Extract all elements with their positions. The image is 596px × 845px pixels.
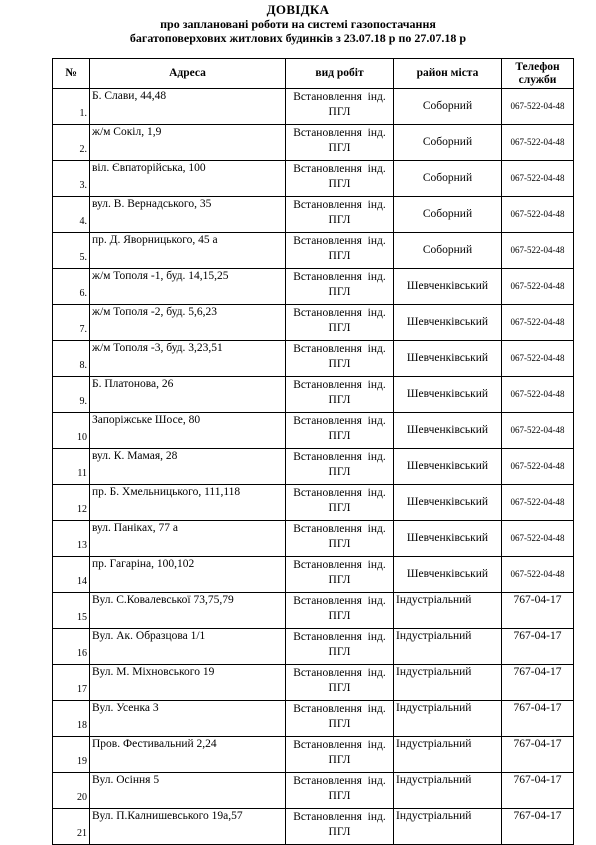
row-work-type: Встановлення інд. ПГЛ: [286, 557, 394, 593]
row-district: Індустріальний: [394, 629, 502, 665]
table-row: [53, 413, 574, 449]
row-address: Вул. Ак. Образцова 1/1: [90, 629, 286, 665]
row-number: 7.: [53, 305, 90, 341]
row-district: Шевченківський: [394, 521, 502, 557]
row-district: Соборний: [394, 233, 502, 269]
row-address: Вул. П.Калнишевського 19а,57: [90, 809, 286, 845]
table-row: [53, 701, 574, 737]
row-district: Соборний: [394, 197, 502, 233]
row-number: 20: [53, 773, 90, 809]
row-district: Шевченківський: [394, 341, 502, 377]
row-work-type: Встановлення інд. ПГЛ: [286, 377, 394, 413]
row-phone: 767-04-17: [502, 665, 574, 701]
header-num: №: [53, 59, 90, 89]
row-district: Шевченківський: [394, 305, 502, 341]
table-row: [53, 521, 574, 557]
row-district: Шевченківський: [394, 449, 502, 485]
row-number: 4.: [53, 197, 90, 233]
row-address: Вул. Усенка 3: [90, 701, 286, 737]
row-district: Індустріальний: [394, 773, 502, 809]
row-district: Індустріальний: [394, 809, 502, 845]
row-number: 12: [53, 485, 90, 521]
row-district: Соборний: [394, 89, 502, 125]
table-header-row: [53, 59, 574, 89]
row-address: вул. Паніках, 77 а: [90, 521, 286, 557]
row-address: вул. В. Вернадського, 35: [90, 197, 286, 233]
row-number: 19: [53, 737, 90, 773]
row-district: Індустріальний: [394, 701, 502, 737]
document-subtitle-line2: багатоповерхових житлових будинків з 23.07.18 р по 27.07.18 р: [129, 31, 467, 45]
header-address: Адреса: [90, 59, 286, 89]
row-district: Індустріальний: [394, 737, 502, 773]
row-district: Індустріальний: [394, 593, 502, 629]
row-work-type: Встановлення інд. ПГЛ: [286, 449, 394, 485]
row-address: Запоріжське Шосе, 80: [90, 413, 286, 449]
row-number: 9.: [53, 377, 90, 413]
table-row: [53, 809, 574, 845]
table-row: [53, 593, 574, 629]
table-row: [53, 341, 574, 377]
table-row: [53, 269, 574, 305]
row-work-type: Встановлення інд. ПГЛ: [286, 773, 394, 809]
row-work-type: Встановлення інд. ПГЛ: [286, 269, 394, 305]
table-row: [53, 305, 574, 341]
row-phone: 067-522-04-48: [502, 197, 574, 233]
row-district: Шевченківський: [394, 413, 502, 449]
row-address: Б. Платонова, 26: [90, 377, 286, 413]
row-work-type: Встановлення інд. ПГЛ: [286, 125, 394, 161]
row-phone: 067-522-04-48: [502, 377, 574, 413]
row-phone: 067-522-04-48: [502, 413, 574, 449]
row-work-type: Встановлення інд. ПГЛ: [286, 161, 394, 197]
row-number: 18: [53, 701, 90, 737]
row-work-type: Встановлення інд. ПГЛ: [286, 341, 394, 377]
row-number: 11: [53, 449, 90, 485]
row-phone: 067-522-04-48: [502, 557, 574, 593]
table-row: [53, 161, 574, 197]
row-address: ж/м Тополя -3, буд. 3,23,51: [90, 341, 286, 377]
row-number: 21: [53, 809, 90, 845]
header-work: вид робіт: [286, 59, 394, 89]
row-number: 16: [53, 629, 90, 665]
row-phone: 767-04-17: [502, 593, 574, 629]
row-phone: 067-522-04-48: [502, 269, 574, 305]
row-number: 8.: [53, 341, 90, 377]
row-work-type: Встановлення інд. ПГЛ: [286, 665, 394, 701]
row-number: 13: [53, 521, 90, 557]
row-phone: 067-522-04-48: [502, 89, 574, 125]
table-row: [53, 449, 574, 485]
row-district: Шевченківський: [394, 377, 502, 413]
row-number: 1.: [53, 89, 90, 125]
table-row: [53, 233, 574, 269]
row-phone: 067-522-04-48: [502, 341, 574, 377]
row-phone: 767-04-17: [502, 809, 574, 845]
table-row: [53, 737, 574, 773]
header-district: район міста: [394, 59, 502, 89]
table-row: [53, 557, 574, 593]
row-address: Вул. М. Міхновського 19: [90, 665, 286, 701]
row-work-type: Встановлення інд. ПГЛ: [286, 809, 394, 845]
row-address: Пров. Фестивальний 2,24: [90, 737, 286, 773]
row-number: 2.: [53, 125, 90, 161]
row-district: Шевченківський: [394, 269, 502, 305]
row-phone: 767-04-17: [502, 737, 574, 773]
row-district: Соборний: [394, 161, 502, 197]
row-phone: 767-04-17: [502, 773, 574, 809]
row-work-type: Встановлення інд. ПГЛ: [286, 233, 394, 269]
row-address: Вул. С.Ковалевської 73,75,79: [90, 593, 286, 629]
row-district: Індустріальний: [394, 665, 502, 701]
row-work-type: Встановлення інд. ПГЛ: [286, 197, 394, 233]
row-address: ж/м Сокіл, 1,9: [90, 125, 286, 161]
table-row: [53, 773, 574, 809]
row-phone: 067-522-04-48: [502, 485, 574, 521]
row-address: Вул. Осіння 5: [90, 773, 286, 809]
row-phone: 067-522-04-48: [502, 305, 574, 341]
row-number: 17: [53, 665, 90, 701]
row-district: Шевченківський: [394, 485, 502, 521]
row-number: 6.: [53, 269, 90, 305]
row-address: вул. К. Мамая, 28: [90, 449, 286, 485]
works-schedule-table: [52, 58, 574, 845]
row-work-type: Встановлення інд. ПГЛ: [286, 629, 394, 665]
row-district: Соборний: [394, 125, 502, 161]
row-phone: 067-522-04-48: [502, 521, 574, 557]
row-address: віл. Євпаторійська, 100: [90, 161, 286, 197]
row-address: пр. Б. Хмельницького, 111,118: [90, 485, 286, 521]
row-address: ж/м Тополя -1, буд. 14,15,25: [90, 269, 286, 305]
row-phone: 067-522-04-48: [502, 233, 574, 269]
row-phone: 067-522-04-48: [502, 449, 574, 485]
row-work-type: Встановлення інд. ПГЛ: [286, 701, 394, 737]
table-row: [53, 197, 574, 233]
row-address: пр. Д. Яворницького, 45 а: [90, 233, 286, 269]
row-work-type: Встановлення інд. ПГЛ: [286, 413, 394, 449]
table-row: [53, 125, 574, 161]
row-number: 15: [53, 593, 90, 629]
row-phone: 767-04-17: [502, 629, 574, 665]
document-subtitle-line1: про заплановані роботи на системі газопостачання: [160, 17, 436, 31]
row-work-type: Встановлення інд. ПГЛ: [286, 593, 394, 629]
row-work-type: Встановлення інд. ПГЛ: [286, 737, 394, 773]
document-title: ДОВІДКА: [266, 2, 330, 17]
table-row: [53, 89, 574, 125]
table-row: [53, 629, 574, 665]
row-number: 3.: [53, 161, 90, 197]
row-number: 14: [53, 557, 90, 593]
header-phone: Телефон служби: [502, 59, 574, 89]
row-district: Шевченківський: [394, 557, 502, 593]
table-row: [53, 377, 574, 413]
row-phone: 767-04-17: [502, 701, 574, 737]
document-header: [0, 2, 596, 45]
row-work-type: Встановлення інд. ПГЛ: [286, 89, 394, 125]
row-work-type: Встановлення інд. ПГЛ: [286, 305, 394, 341]
row-phone: 067-522-04-48: [502, 125, 574, 161]
row-address: ж/м Тополя -2, буд. 5,6,23: [90, 305, 286, 341]
row-phone: 067-522-04-48: [502, 161, 574, 197]
row-address: пр. Гагаріна, 100,102: [90, 557, 286, 593]
table-body: [53, 89, 574, 845]
row-work-type: Встановлення інд. ПГЛ: [286, 521, 394, 557]
row-work-type: Встановлення інд. ПГЛ: [286, 485, 394, 521]
row-address: Б. Слави, 44,48: [90, 89, 286, 125]
row-number: 10: [53, 413, 90, 449]
table-row: [53, 665, 574, 701]
table-row: [53, 485, 574, 521]
row-number: 5.: [53, 233, 90, 269]
